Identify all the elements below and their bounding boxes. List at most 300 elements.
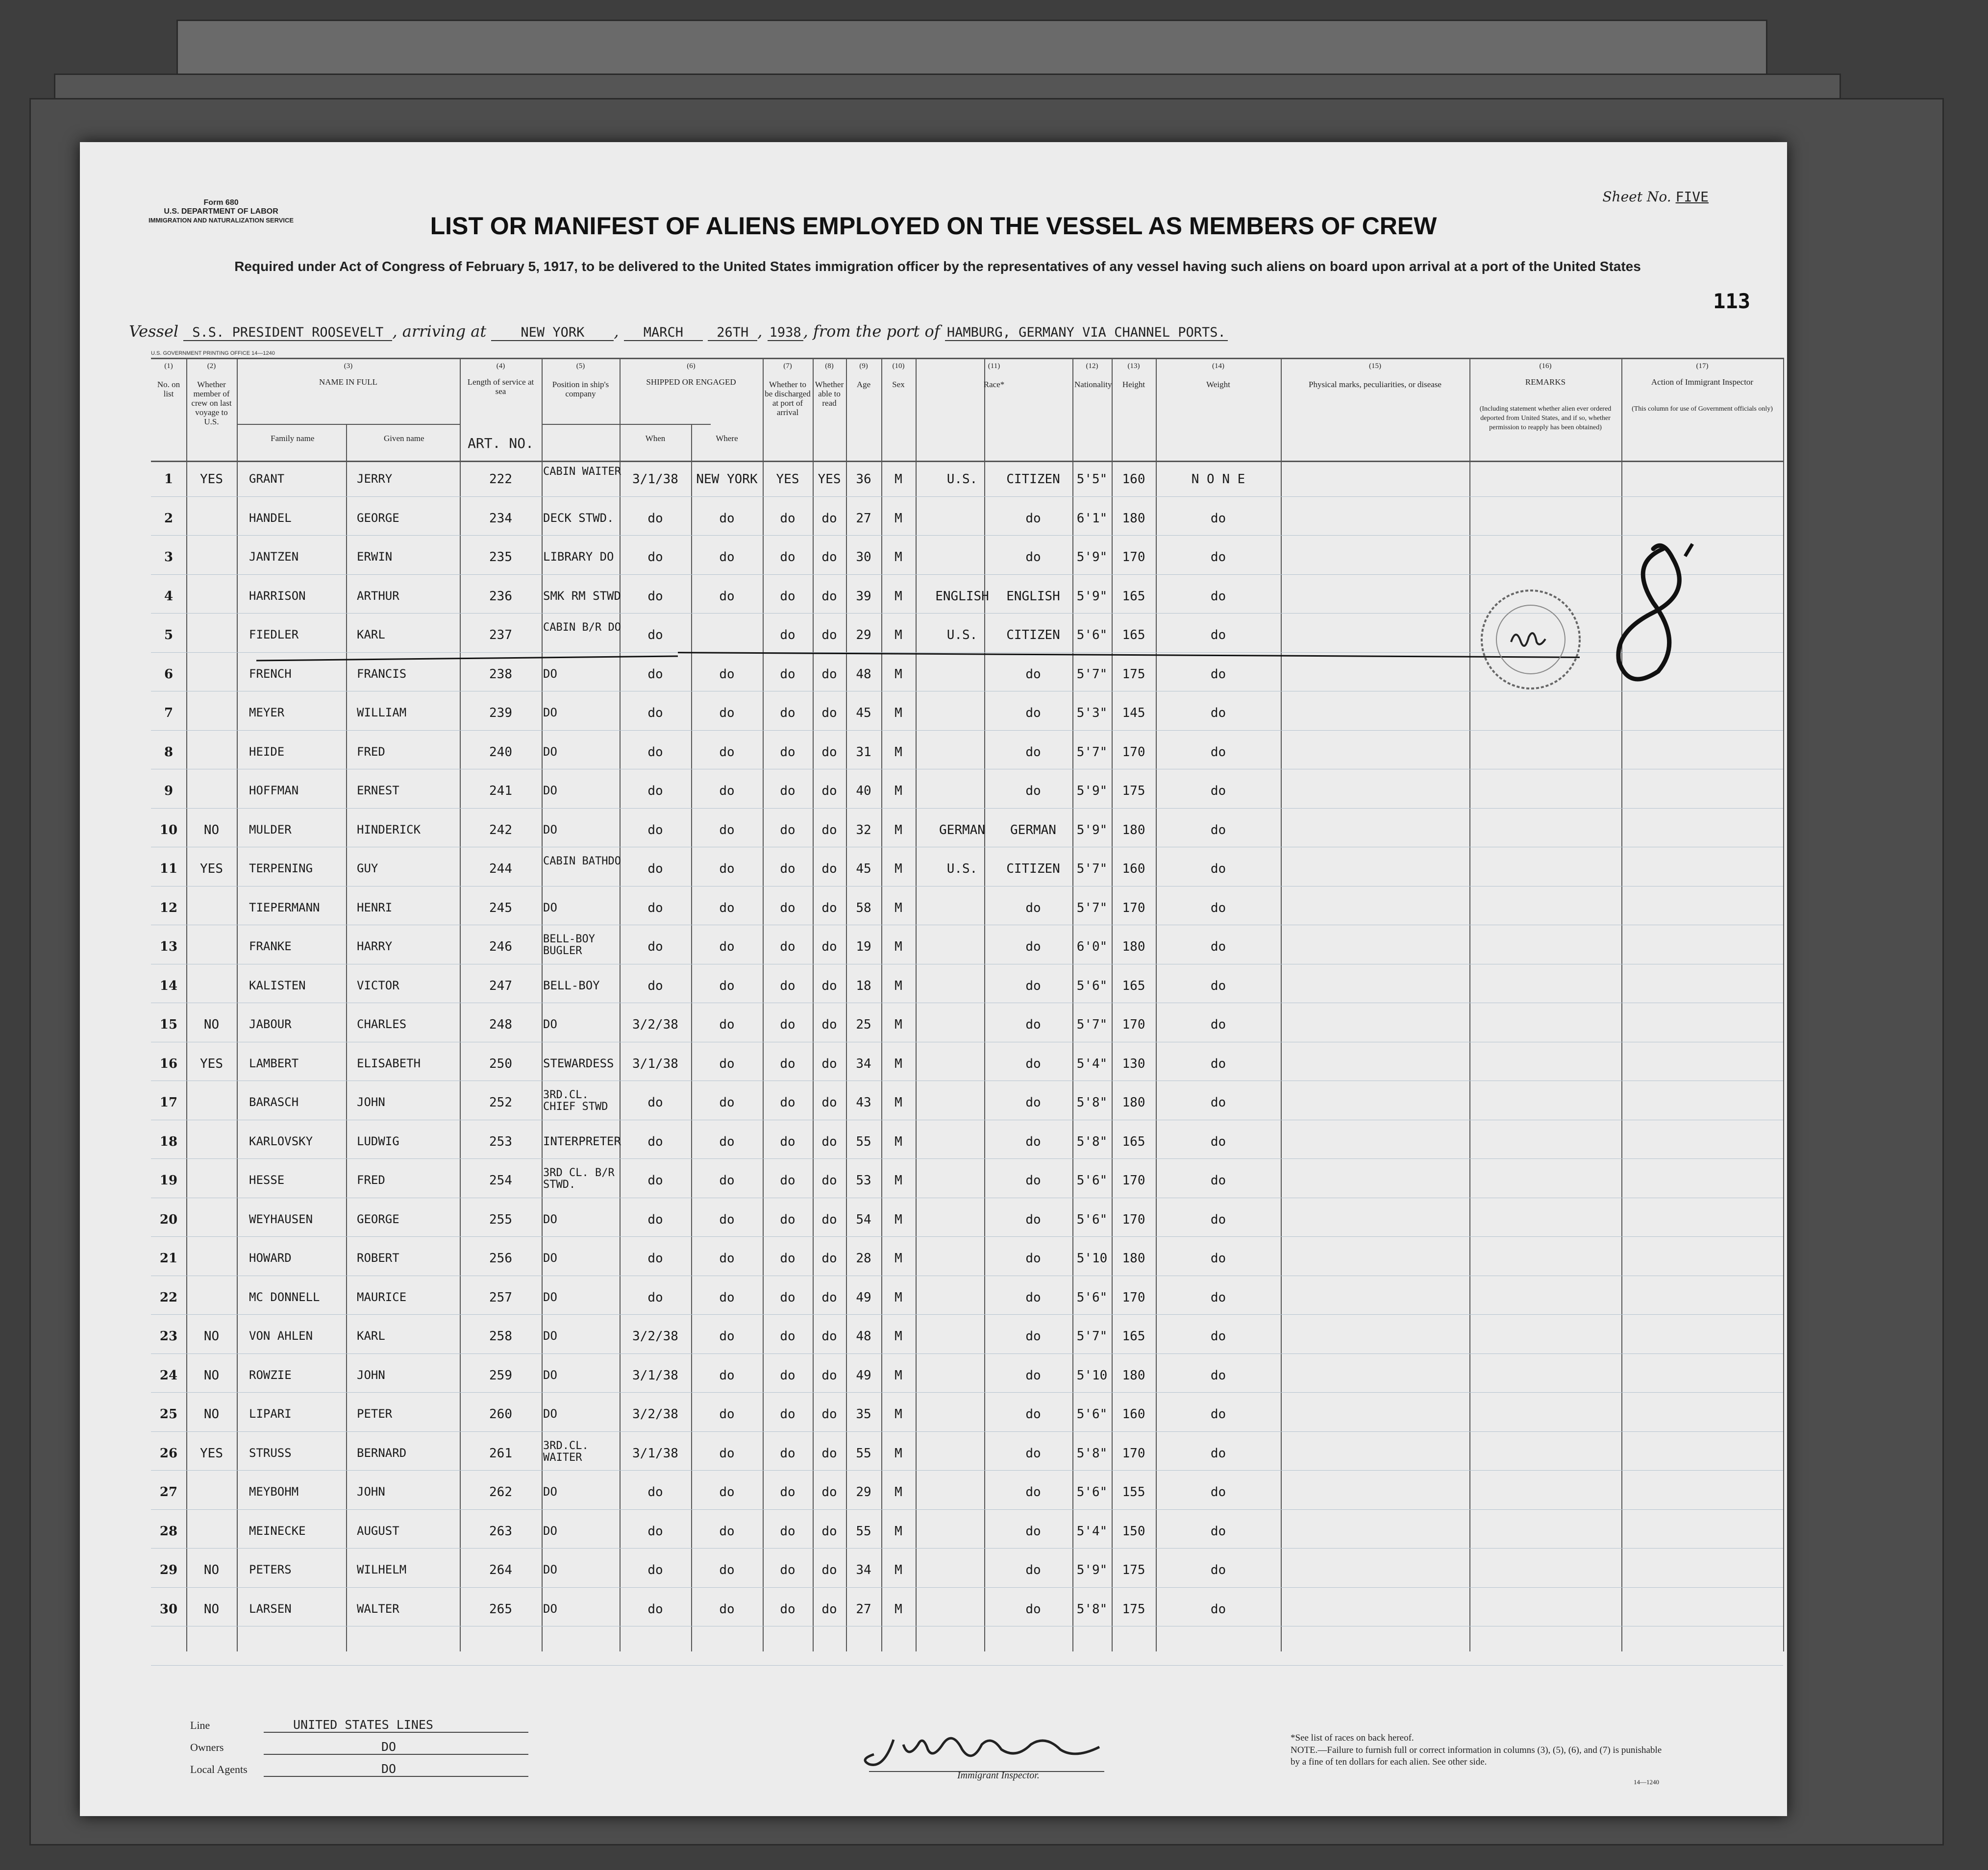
cell-no: 16 <box>159 1056 178 1071</box>
cell-age: 30 <box>856 550 871 565</box>
cell-family: HANDEL <box>249 511 292 525</box>
cell-sex: M <box>895 784 902 798</box>
cell-read: do <box>821 1329 837 1344</box>
cell-given: JOHN <box>357 1485 385 1499</box>
cell-nationality: GERMAN <box>1010 822 1056 837</box>
column-header: Position in ship's company <box>552 380 609 398</box>
cell-given: AUGUST <box>357 1524 399 1538</box>
cell-age: 27 <box>856 1601 871 1617</box>
cell-race: U.S. <box>946 472 978 487</box>
cell-height: 5'6" <box>1076 978 1108 993</box>
column-subheader: (Including statement whether alien ever ordered deported from United States, and if so, whether permission to reapply has been obtained) <box>1479 405 1612 431</box>
cell-last: NO <box>203 822 220 837</box>
cell-given: JOHN <box>357 1368 385 1382</box>
penalty-note: NOTE.—Failure to furnish full or correct information in columns (3), (5), (6), and (7) is punishable by a fine of ten dollars for each alien. See other side. <box>1291 1745 1662 1767</box>
cell-read: do <box>821 1017 837 1032</box>
handwritten-mark <box>1604 529 1732 686</box>
departure-port: HAMBURG, GERMANY VIA CHANNEL PORTS. <box>945 325 1228 341</box>
cell-sex: M <box>895 666 902 682</box>
cell-last: YES <box>200 861 223 876</box>
ruled-line <box>151 535 1783 536</box>
header-bottom-border <box>151 461 1783 462</box>
cell-sex: M <box>895 1407 902 1422</box>
cell-height: 5'6" <box>1076 1173 1108 1188</box>
cell-age: 34 <box>856 1563 871 1577</box>
cell-family: HOFFMAN <box>249 784 299 797</box>
department-name: U.S. DEPARTMENT OF LABOR <box>164 207 278 216</box>
cell-family: JABOUR <box>249 1017 292 1031</box>
column-number: (15) <box>1369 362 1381 370</box>
cell-given: CHARLES <box>357 1017 407 1031</box>
cell-read: do <box>821 1173 837 1188</box>
cell-sex: M <box>895 472 902 487</box>
cell-art: 245 <box>489 900 512 915</box>
cell-position: DO <box>543 1368 557 1382</box>
cell-sex: M <box>895 1173 902 1188</box>
cell-read: do <box>821 589 837 604</box>
cell-art: 253 <box>489 1134 512 1149</box>
cell-height: 5'4" <box>1076 1056 1108 1071</box>
cell-race: U.S. <box>946 861 978 876</box>
cell-nationality: do <box>1025 1290 1041 1305</box>
cell-where: do <box>719 1290 735 1305</box>
cell-height: 5'6" <box>1076 1407 1108 1422</box>
cell-height: 5'9" <box>1076 822 1108 837</box>
cell-read: do <box>821 666 837 682</box>
cell-sex: M <box>895 1524 902 1539</box>
cell-marks: do <box>1210 1407 1226 1422</box>
arriving-label: , arriving at <box>392 322 487 341</box>
cell-when: do <box>647 822 663 837</box>
cell-read: do <box>821 1251 837 1266</box>
cell-age: 49 <box>856 1368 871 1383</box>
cell-position: DO <box>543 1407 557 1421</box>
cell-age: 35 <box>856 1407 871 1422</box>
cell-family: HEIDE <box>249 744 285 759</box>
cell-marks: do <box>1210 1056 1226 1071</box>
cell-family: VON AHLEN <box>249 1329 313 1343</box>
cell-height: 5'7" <box>1076 861 1108 876</box>
cell-art: 237 <box>489 628 512 642</box>
cell-age: 55 <box>856 1134 871 1149</box>
cell-disch: do <box>780 1290 795 1305</box>
cell-last: NO <box>203 1601 220 1617</box>
cell-marks: do <box>1210 1017 1226 1032</box>
cell-art: 252 <box>489 1095 512 1110</box>
cell-sex: M <box>895 900 902 915</box>
cell-age: 49 <box>856 1290 871 1305</box>
sheet-label: Sheet No. <box>1602 189 1671 205</box>
cell-where: do <box>719 1212 735 1227</box>
cell-no: 5 <box>164 628 174 642</box>
cell-art: 236 <box>489 589 512 604</box>
cell-art: 234 <box>489 511 512 526</box>
cell-disch: do <box>780 628 795 642</box>
page-number: 113 <box>1713 289 1750 313</box>
cell-when: do <box>647 1563 663 1577</box>
cell-given: KARL <box>357 628 385 641</box>
column-number: (10) <box>892 362 905 370</box>
cell-given: WILLIAM <box>357 706 407 719</box>
cell-no: 28 <box>159 1524 178 1539</box>
column-subheader: Where <box>716 434 738 443</box>
cell-art: 222 <box>489 472 512 487</box>
cell-when: do <box>647 1485 663 1500</box>
cell-position: DO <box>543 1251 557 1265</box>
cell-sex: M <box>895 978 902 993</box>
cell-when: 3/1/38 <box>632 472 678 487</box>
cell-given: ARTHUR <box>357 589 399 603</box>
cell-nationality: do <box>1025 1095 1041 1110</box>
cell-weight: 165 <box>1122 978 1145 993</box>
cell-marks: do <box>1210 1329 1226 1344</box>
cell-where: do <box>719 550 735 565</box>
cell-age: 18 <box>856 978 871 993</box>
cell-weight: 175 <box>1122 784 1145 798</box>
cell-weight: 160 <box>1122 1407 1145 1422</box>
cell-disch: do <box>780 1251 795 1266</box>
cell-read: do <box>821 1407 837 1422</box>
ruled-line <box>151 574 1783 575</box>
column-divider <box>237 358 238 1651</box>
column-number: (9) <box>859 362 868 370</box>
cell-height: 5'3" <box>1076 706 1108 720</box>
cell-when: 3/2/38 <box>632 1017 678 1032</box>
cell-race: GERMAN <box>939 822 985 837</box>
cell-given: HENRI <box>357 900 393 914</box>
cell-no: 18 <box>159 1134 178 1149</box>
cell-art: 263 <box>489 1524 512 1539</box>
column-divider <box>1783 358 1784 1651</box>
agents-label: Local Agents <box>190 1763 248 1775</box>
cell-when: do <box>647 628 663 642</box>
cell-marks: do <box>1210 511 1226 526</box>
cell-height: 5'4" <box>1076 1524 1108 1539</box>
cell-when: do <box>647 1212 663 1227</box>
cell-height: 5'6" <box>1076 1290 1108 1305</box>
cell-where: do <box>719 1563 735 1577</box>
cell-nationality: do <box>1025 744 1041 760</box>
cell-last: NO <box>203 1329 220 1344</box>
cell-position: DO <box>543 1563 557 1576</box>
cell-family: MC DONNELL <box>249 1290 320 1304</box>
cell-art: 244 <box>489 861 512 876</box>
arrival-port: NEW YORK <box>491 325 614 341</box>
cell-disch: do <box>780 550 795 565</box>
cell-age: 54 <box>856 1212 871 1227</box>
ruled-line <box>151 730 1783 731</box>
arrival-day: 26TH <box>708 325 757 341</box>
cell-last: YES <box>200 1446 223 1461</box>
cell-given: JERRY <box>357 472 393 486</box>
ruled-line <box>151 1158 1783 1159</box>
cell-height: 5'10 <box>1076 1251 1108 1266</box>
cell-given: GUY <box>357 861 378 875</box>
cell-nationality: do <box>1025 1134 1041 1149</box>
cell-nationality: do <box>1025 1601 1041 1617</box>
cell-when: 3/2/38 <box>632 1407 678 1422</box>
cell-sex: M <box>895 861 902 876</box>
line-value: UNITED STATES LINES <box>264 1718 528 1733</box>
cell-where: do <box>719 900 735 915</box>
column-header: Weight <box>1206 380 1230 389</box>
cell-disch: do <box>780 1407 795 1422</box>
cell-sex: M <box>895 939 902 954</box>
ruled-line <box>151 1470 1783 1471</box>
cell-read: do <box>821 1524 837 1539</box>
cell-no: 8 <box>164 744 174 760</box>
footer-owners <box>190 1740 528 1755</box>
cell-nationality: do <box>1025 1329 1041 1344</box>
cell-when: 3/2/38 <box>632 1329 678 1344</box>
cell-nationality: do <box>1025 1524 1041 1539</box>
cell-when: 3/1/38 <box>632 1446 678 1461</box>
cell-art: 255 <box>489 1212 512 1227</box>
cell-where: do <box>719 744 735 760</box>
cell-where: do <box>719 978 735 993</box>
cell-marks: do <box>1210 1524 1226 1539</box>
cell-read: do <box>821 939 837 954</box>
column-divider <box>916 358 917 1651</box>
cell-read: do <box>821 550 837 565</box>
cell-nationality: do <box>1025 1368 1041 1383</box>
cell-family: HARRISON <box>249 589 306 603</box>
cell-marks: do <box>1210 861 1226 876</box>
cell-disch: do <box>780 822 795 837</box>
cell-where: do <box>719 1601 735 1617</box>
cell-given: BERNARD <box>357 1446 407 1460</box>
cell-nationality: do <box>1025 666 1041 682</box>
cell-marks: do <box>1210 1485 1226 1500</box>
cell-position: CABIN B/R DO <box>543 621 621 634</box>
cell-marks: do <box>1210 1446 1226 1461</box>
cell-weight: 170 <box>1122 1017 1145 1032</box>
cell-no: 1 <box>164 472 174 487</box>
cell-disch: do <box>780 861 795 876</box>
cell-height: 5'9" <box>1076 784 1108 798</box>
column-divider <box>1281 358 1282 1651</box>
page-subtitle: Required under Act of Congress of February 5, 1917, to be delivered to the United States immigration officer by the representatives of any vessel having such aliens on board upon arrival at a port of the United States <box>234 259 1641 274</box>
cell-position: DO <box>543 900 557 914</box>
service-name: IMMIGRATION AND NATURALIZATION SERVICE <box>149 217 294 224</box>
cell-weight: 175 <box>1122 666 1145 682</box>
cell-sex: M <box>895 1056 902 1071</box>
cell-read: do <box>821 1095 837 1110</box>
table-top-border <box>151 358 1783 359</box>
cell-when: do <box>647 511 663 526</box>
cell-art: 262 <box>489 1485 512 1500</box>
cell-read: do <box>821 744 837 760</box>
cell-marks: do <box>1210 666 1226 682</box>
cell-sex: M <box>895 1251 902 1266</box>
cell-no: 22 <box>159 1290 178 1305</box>
cell-disch: YES <box>776 472 799 487</box>
cell-height: 5'6" <box>1076 628 1108 642</box>
cell-no: 27 <box>159 1485 178 1500</box>
cell-last: YES <box>200 1056 223 1071</box>
column-header: Whether able to read <box>815 380 844 408</box>
cell-weight: 180 <box>1122 511 1145 526</box>
cell-last: NO <box>203 1407 220 1422</box>
cell-nationality: do <box>1025 1212 1041 1227</box>
cell-position: DO <box>543 1329 557 1343</box>
cell-nationality: do <box>1025 1485 1041 1500</box>
cell-age: 28 <box>856 1251 871 1266</box>
cell-art: 265 <box>489 1601 512 1617</box>
owners-value: DO <box>264 1740 528 1755</box>
cell-age: 19 <box>856 939 871 954</box>
cell-where: do <box>719 1056 735 1071</box>
cell-family: MEYBOHM <box>249 1485 299 1499</box>
cell-when: do <box>647 978 663 993</box>
cell-position: DO <box>543 784 557 797</box>
cell-last: YES <box>200 472 223 487</box>
cell-age: 40 <box>856 784 871 798</box>
column-header: Action of Immigrant Inspector <box>1651 377 1754 387</box>
cell-position: CABIN BATHDO <box>543 855 621 867</box>
arrival-year: 1938 <box>768 325 803 341</box>
cell-given: LUDWIG <box>357 1134 399 1148</box>
cell-position: DO <box>543 1601 557 1616</box>
cell-height: 5'10 <box>1076 1368 1108 1383</box>
cell-family: HESSE <box>249 1173 285 1187</box>
cell-read: do <box>821 861 837 876</box>
cell-art: 239 <box>489 706 512 720</box>
cell-when: do <box>647 550 663 565</box>
footer-line <box>190 1718 528 1733</box>
column-divider <box>1469 358 1470 1651</box>
cell-age: 43 <box>856 1095 871 1110</box>
cell-family: MULDER <box>249 822 292 837</box>
cell-nationality: do <box>1025 1446 1041 1461</box>
cell-given: PETER <box>357 1407 393 1421</box>
cell-given: HINDERICK <box>357 822 421 837</box>
cell-read: do <box>821 1601 837 1617</box>
cell-no: 25 <box>159 1407 178 1422</box>
column-number: (14) <box>1212 362 1224 370</box>
cell-nationality: do <box>1025 784 1041 798</box>
column-divider <box>346 424 347 1651</box>
cell-disch: do <box>780 1446 795 1461</box>
column-header: Length of service at sea <box>467 377 534 396</box>
cell-no: 24 <box>159 1368 178 1383</box>
cell-art: 261 <box>489 1446 512 1461</box>
cell-disch: do <box>780 589 795 604</box>
cell-marks: N O N E <box>1191 472 1245 487</box>
cell-when: do <box>647 939 663 954</box>
cell-position: DO <box>543 1524 557 1538</box>
column-number: (3) <box>344 362 353 370</box>
form-number: Form 680 <box>203 198 239 207</box>
cell-nationality: do <box>1025 706 1041 720</box>
cell-height: 5'7" <box>1076 1329 1108 1344</box>
cell-given: GEORGE <box>357 511 399 525</box>
column-subheader: Given name <box>383 434 424 443</box>
cell-marks: do <box>1210 900 1226 915</box>
cell-marks: do <box>1210 1601 1226 1617</box>
cell-nationality: do <box>1025 1017 1041 1032</box>
cell-where: do <box>719 1485 735 1500</box>
cell-family: BARASCH <box>249 1095 299 1109</box>
cell-read: do <box>821 1485 837 1500</box>
cell-disch: do <box>780 1056 795 1071</box>
cell-art: 264 <box>489 1563 512 1577</box>
cell-where: do <box>719 1329 735 1344</box>
cell-where: do <box>719 589 735 604</box>
cell-disch: do <box>780 1563 795 1577</box>
print-code: 14—1240 <box>1634 1778 1659 1786</box>
ruled-line <box>151 1509 1783 1510</box>
cell-nationality: do <box>1025 1407 1041 1422</box>
shipped-subheader-line <box>542 424 711 425</box>
printing-office-note: U.S. GOVERNMENT PRINTING OFFICE 14—1240 <box>151 350 275 356</box>
cell-art: 235 <box>489 550 512 565</box>
cell-position: BELL-BOY <box>543 978 600 992</box>
cell-where: do <box>719 1251 735 1266</box>
column-header: Whether to be discharged at port of arrival <box>765 380 811 417</box>
cell-marks: do <box>1210 978 1226 993</box>
column-divider <box>691 424 692 1651</box>
cell-weight: 170 <box>1122 744 1145 760</box>
cell-family: STRUSS <box>249 1446 292 1460</box>
ruled-line <box>151 1353 1783 1354</box>
owners-label: Owners <box>190 1741 224 1753</box>
cell-age: 27 <box>856 511 871 526</box>
cell-read: do <box>821 1056 837 1071</box>
cell-no: 10 <box>159 822 178 837</box>
cell-weight: 160 <box>1122 861 1145 876</box>
cell-given: GEORGE <box>357 1212 399 1226</box>
cell-sex: M <box>895 1017 902 1032</box>
ruled-line <box>151 1392 1783 1393</box>
cell-art: 241 <box>489 784 512 798</box>
cell-weight: 180 <box>1122 1095 1145 1110</box>
cell-position: DO <box>543 1485 557 1499</box>
cell-disch: do <box>780 939 795 954</box>
cell-nationality: do <box>1025 1056 1041 1071</box>
cell-read: do <box>821 900 837 915</box>
cell-read: do <box>821 1212 837 1227</box>
cell-nationality: CITIZEN <box>1006 861 1060 876</box>
cell-position: INTERPRETER <box>543 1134 621 1148</box>
cell-when: do <box>647 1095 663 1110</box>
cell-given: WILHELM <box>357 1563 407 1576</box>
cell-age: 55 <box>856 1446 871 1461</box>
cell-marks: do <box>1210 1095 1226 1110</box>
cell-age: 55 <box>856 1524 871 1539</box>
cell-read: do <box>821 1134 837 1149</box>
column-number: (13) <box>1127 362 1140 370</box>
cell-when: do <box>647 1134 663 1149</box>
column-subheader: When <box>645 434 666 443</box>
cell-nationality: CITIZEN <box>1006 628 1060 642</box>
ruled-line <box>151 1236 1783 1237</box>
name-subheader-line <box>237 424 460 425</box>
cell-given: VICTOR <box>357 978 399 992</box>
cell-age: 34 <box>856 1056 871 1071</box>
column-header: Whether member of crew on last voyage to U.S. <box>191 380 232 426</box>
cell-age: 29 <box>856 628 871 642</box>
cell-where: do <box>719 1095 735 1110</box>
cell-where: do <box>719 1173 735 1188</box>
cell-sex: M <box>895 744 902 760</box>
cell-nationality: do <box>1025 1173 1041 1188</box>
cell-no: 26 <box>159 1446 178 1461</box>
cell-disch: do <box>780 978 795 993</box>
cell-art: 242 <box>489 822 512 837</box>
cell-family: PETERS <box>249 1563 292 1576</box>
column-number: (17) <box>1696 362 1709 370</box>
